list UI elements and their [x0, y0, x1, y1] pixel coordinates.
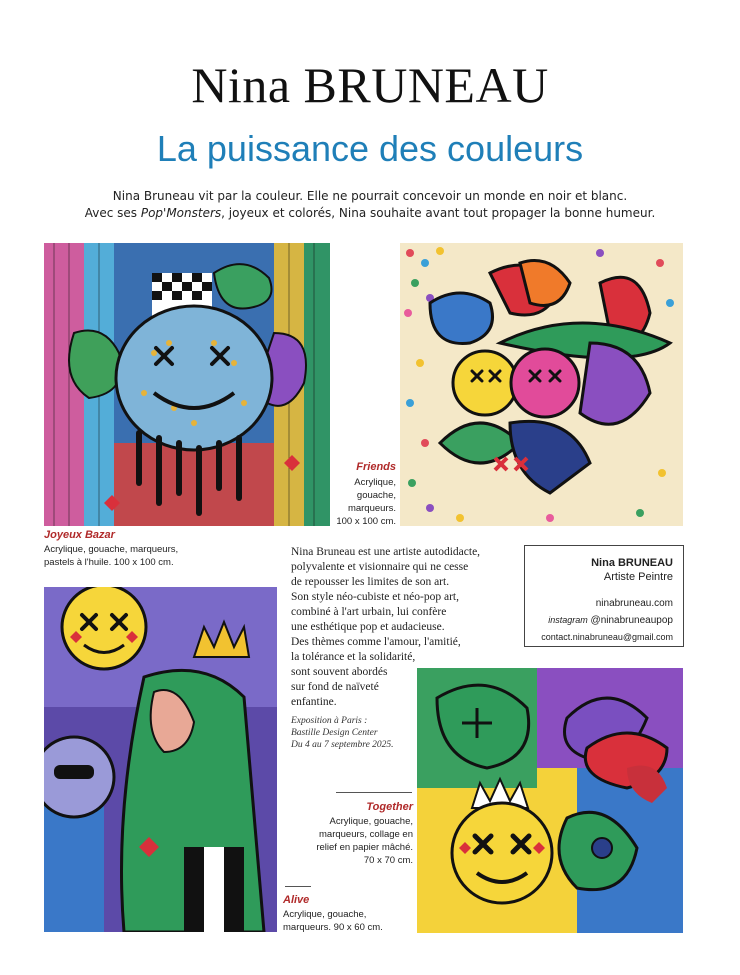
bio-line: combiné à l'art urbain, lui confère — [291, 606, 447, 618]
caption-text-alive-2: marqueurs. 90 x 60 cm. — [283, 922, 383, 933]
caption-text-together-1: Acrylique, gouache, — [329, 816, 413, 827]
page-subtitle: La puissance des couleurs — [156, 128, 584, 169]
caption-text-friends-1: Acrylique, — [354, 477, 396, 488]
exhibition-line-1: Exposition à Paris : — [291, 716, 368, 726]
caption-text-joyeux-bazar-1: Acrylique, gouache, marqueurs, — [44, 544, 179, 555]
page-title: Nina BRUNEAU — [191, 57, 549, 113]
bio-line: Des thèmes comme l'amour, l'amitié, — [291, 636, 461, 648]
divider-together — [336, 792, 412, 793]
card-website[interactable]: ninabruneau.com — [595, 598, 673, 609]
intro-line-1: Nina Bruneau vit par la couleur. Elle ne pourrait concevoir un monde en noir et blanc. — [112, 189, 628, 203]
caption-text-friends-3: marqueurs. — [347, 503, 396, 514]
exhibition-line-3: Du 4 au 7 septembre 2025. — [291, 740, 394, 750]
caption-title-joyeux-bazar: Joyeux Bazar — [44, 529, 115, 541]
bio-line: une esthétique pop et audacieuse. — [291, 621, 445, 633]
card-instagram-label: instagram — [548, 615, 588, 625]
bio-line: Son style néo-cubiste et néo-pop art, — [291, 591, 459, 603]
bio-line: enfantine. — [291, 696, 337, 708]
painting-alive — [44, 587, 277, 932]
intro-line-2 — [0, 206, 740, 220]
bio-line: sur fond de naïveté — [291, 681, 379, 693]
bio-line: polyvalente et visionnaire qui ne cesse — [291, 561, 469, 573]
intro-line-2-pre: Avec ses — [84, 206, 141, 220]
divider-alive — [285, 886, 311, 887]
caption-title-friends: Friends — [356, 461, 396, 473]
bio-line: sont souvent abordés — [291, 666, 388, 678]
caption-text-together-4: 70 x 70 cm. — [363, 855, 413, 866]
caption-title-alive: Alive — [283, 894, 310, 906]
exhibition-line-2: Bastille Design Center — [291, 728, 378, 738]
painting-friends — [400, 243, 683, 526]
caption-text-friends-4: 100 x 100 cm. — [336, 516, 396, 527]
caption-text-together-3: relief en papier mâché. — [316, 842, 413, 853]
card-instagram-handle: @ninabruneaupop — [590, 615, 673, 626]
artist-bio — [291, 545, 516, 751]
caption-title-together: Together — [366, 801, 413, 813]
caption-text-together-2: marqueurs, collage en — [319, 829, 413, 840]
card-role: Artiste Peintre — [603, 571, 673, 583]
intro-line-2-post: , joyeux et colorés, Nina souhaite avant tout propager la bonne humeur. — [221, 206, 656, 220]
caption-text-joyeux-bazar-2: pastels à l'huile. 100 x 100 cm. — [44, 557, 174, 568]
caption-text-alive-1: Acrylique, gouache, — [283, 909, 367, 920]
bio-line: la tolérance et la solidarité, — [291, 651, 416, 663]
painting-joyeux-bazar — [44, 243, 330, 526]
contact-card — [524, 545, 684, 647]
caption-text-friends-2: gouache, — [356, 490, 396, 501]
bio-line: Nina Bruneau est une artiste autodidacte, — [291, 546, 481, 558]
card-name: Nina BRUNEAU — [591, 557, 673, 569]
card-email[interactable]: contact.ninabruneau@gmail.com — [541, 632, 673, 642]
bio-line: de repousser les limites de son art. — [291, 576, 450, 588]
card-instagram[interactable] — [525, 612, 673, 629]
intro-line-2-italic: Pop'Monsters — [140, 206, 222, 220]
